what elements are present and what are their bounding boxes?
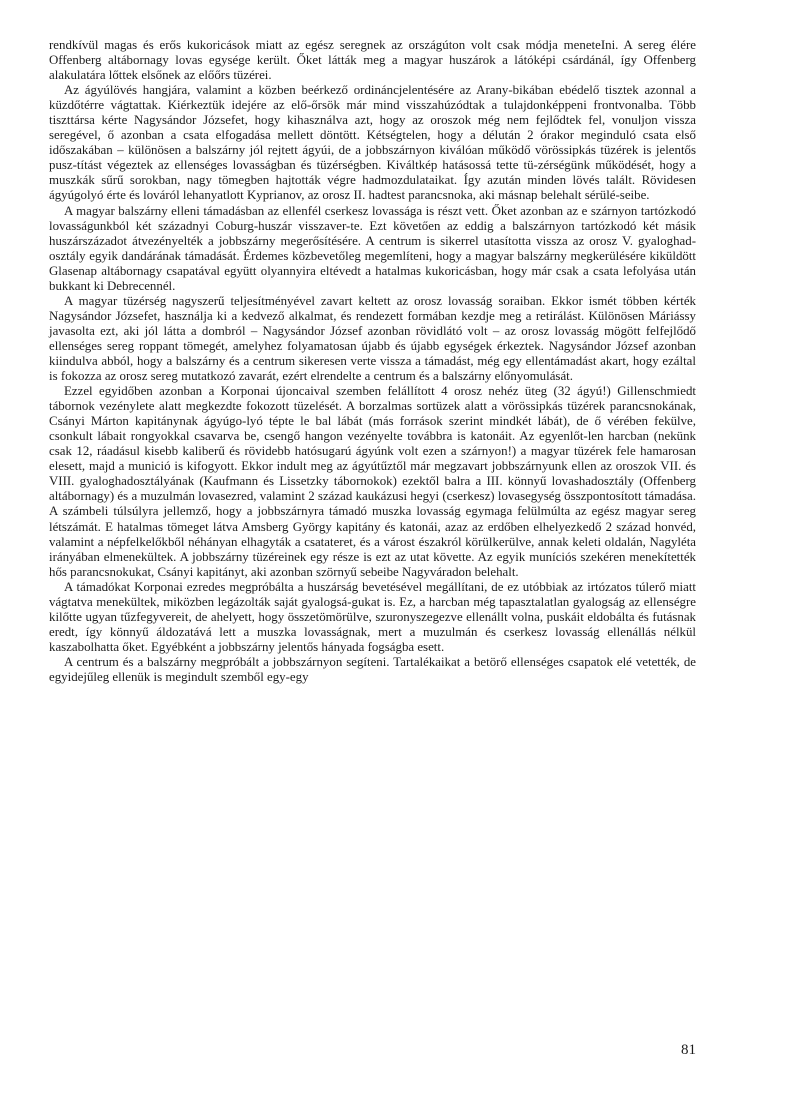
paragraph: A centrum és a balszárny megpróbált a jobbszárnyon segíteni. Tartalékaikat a betörő ellenséges csapatok elé vetették, de egyidejűleg ellenük is megindult szemből egy-egy — [49, 654, 696, 684]
paragraph: A magyar tüzérség nagyszerű teljesítményével zavart keltett az orosz lovasság soraiban. Ekkor ismét többen kérték Nagysándor Józsefet, használja ki a kedvező alkalmat, és rendezett formában kezdje meg a retirálást. Különösen Máriássy javasolta ezt, aki jól látta a dombról – Nagysándor József azonban rövidlátó volt – az orosz lovasság mögött felfejlődő ellenséges sereg roppant tömegét, amelyhez folyamatosan újabb és újabb egységek érkeztek. Nagysándor József azonban kiindulva abból, hogy a balszárny és a centrum sikeresen verte vissza a támadást, még egy ellentámadást akart, hogy ezáltal is fokozza az orosz sereg mutatkozó zavarát, ezért elrendelte a centrum és a balszárny előnyomulását. — [49, 293, 696, 384]
paragraph: A támadókat Korponai ezredes megpróbálta a huszárság bevetésével megállítani, de ez utóbbiak az irtózatos túlerő miatt vágtatva menekültek, miközben legázolták saját gyalogsá-gukat is. Ez, a harcban még tapasztalatlan gyalogság az ellenségre kilőtte ugyan tűzfegyvereit, de ahelyett, hogy összetömörülve, szuronyszegezve ellenállt volna, puskáit eldobálta és futásnak eredt, így könnyű áldozatává lett a muszka lovasságnak, mert a muzulmán és cserkesz lovasság ellenállás nélkül kaszabolhatta őket. Egyébként a jobbszárny jelentős hányada fogságba esett. — [49, 579, 696, 654]
paragraph: Az ágyúlövés hangjára, valamint a közben beérkező ordináncjelentésére az Arany-bikában ebédelő tisztek azonnal a küzdőtérre vágtattak. Kiérkeztük idejére az elő-őrsök már mind visszahúzódtak a tulajdonképpeni frontvonalba. Több tiszttársa kérte Nagysándor Józsefet, hogy kihasználva azt, hogy az oroszok még nem fejlődtek fel, vonuljon vissza seregével, ő azonban a csata elfogadása mellett döntött. Kétségtelen, hogy a délután 2 órakor meginduló csata első időszakában – különösen a balszárny jól rejtett ágyúi, de a jobbszárnyon kiválóan működő vörössipkás tüzérek is jelentős pusz-títást végeztek az ellenséges lovasságban és tüzérségben. Kiváltkép hatásossá tette tü-zérségünk működését, hogy a muszkák sűrű sorokban, nagy tömegben hajtották végre hadmozdulataikat. Így azután minden lövés talált. Rövidesen ágyúgolyó érte és lováról lehanyatlott Kyprianov, az orosz II. hadtest parancsnoka, aki másnap belehalt sérülé-seibe. — [49, 83, 696, 203]
paragraph: rendkívül magas és erős kukoricások miatt az egész seregnek az országúton volt csak módja meneteIni. A sereg élére Offenberg altábornagy lovas egysége került. Őket látták meg a magyar huszárok a látóképi csárdánál, így Offenberg alakulatára lőttek elsőnek az előőrs tüzérei. — [49, 38, 696, 83]
paragraph: A magyar balszárny elleni támadásban az ellenfél cserkesz lovassága is részt vett. Őket azonban az e szárnyon tartózkodó lovasságunkból két századnyi Coburg-huszár visszaver-te. Ezt követően az eddig a balszárnyon tartózkodó két másik huszárszázadot átvezényelték a jobbszárny megerősítésére. A centrum is sikerrel utasította vissza az orosz V. gyaloghad-osztály egyik dandárának támadását. Érdemes közbevetőleg megemlíteni, hogy a magyar balszárny megkerülésére kiküldött Glasenap altábornagy csapatával együtt olyannyira eltévedt a hatalmas kukoricásban, hogy már csak a csata lefolyása után bukkant ki Debrecennél. — [49, 203, 696, 293]
paragraph: Ezzel egyidőben azonban a Korponai újoncaival szemben felállított 4 orosz nehéz üteg (32 ágyú!) Gillenschmiedt tábornok vezénylete alatt megkezdte fokozott tüzelését. A borzalmas sortüzek alatt a vörössipkás tüzérek parancsnokának, Csányi Márton kapitánynak ágyúgo-lyó tépte le bal lábát (más források szerint mindkét lábát), de ő vérében fekülve, csonkult lábait rongyokkal csavarva be, csengő hangon vezényelte továbbra is katonáit. Az egyenlőt-len harcban (nekünk csak 12, ráadásul kisebb kaliberű és rövidebb hatósugarú ágyúnk volt ezen a szárnyon!) a magyar tüzérek fele hamarosan elesett, majd a munició is kifogyott. Ekkor indult meg az ágyútűztől már megzavart jobbszárnyunk ellen az oroszok VII. és VIII. gyaloghadosztályának (Kaufmann és Lissetzky tábornokok) ezektől balra a III. könnyű lovashadosztály (Offenberg altábornagy) és a muzulmán lovasezred, valamint 2 század kaukázusi hegyi (cserkesz) lovasegység összpontosított támadása. A számbeli túlsúlyra jellemző, hogy a jobbszárnyra támadó muszka lovasság egymaga felülmúlta az egész magyar sereg létszámát. E hatalmas tömeget látva Amsberg György kapitány és katonái, azaz az erdőben elhelyezkedő 2 század honvéd, valamint a népfelkelőkből néhányan elhagyták a csatateret, és a várost északról körülkerülve, annak keleti oldalán, Nagyléta irányában elmenekültek. A jobbszárny tüzéreinek egy része is ezt az utat követte. Az egyik muníciós szekéren menekítették hős parancsnokukat, Csányi kapitányt, aki azonban szörnyű sebeibe Nagyváradon belehalt. — [49, 384, 696, 579]
page-text — [49, 38, 696, 685]
page-number: 81 — [681, 1042, 696, 1058]
